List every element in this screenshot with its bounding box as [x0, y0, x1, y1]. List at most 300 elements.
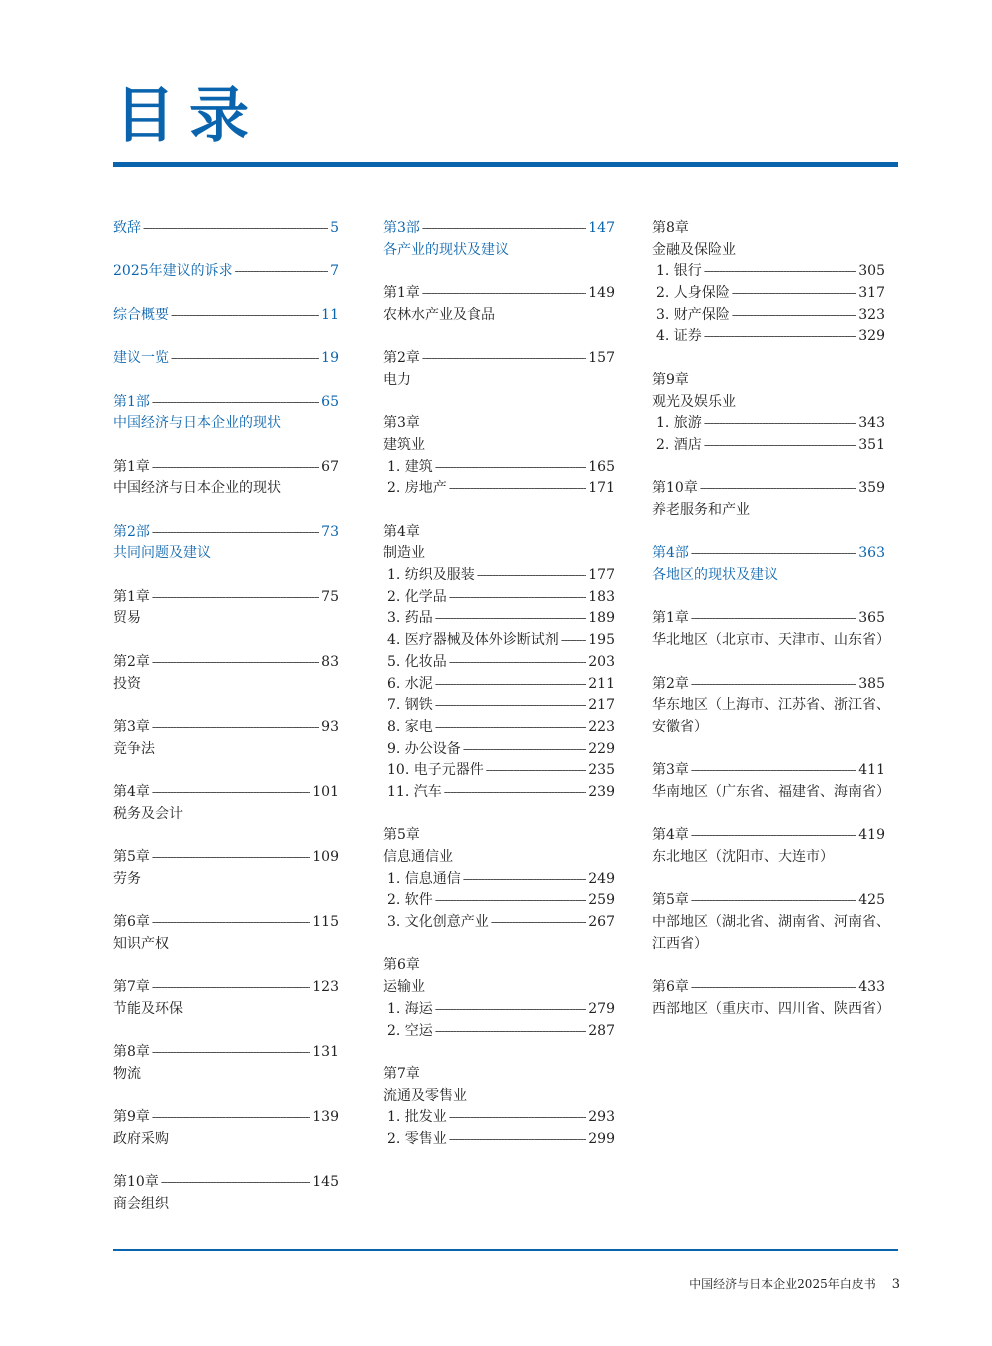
dot-leader [691, 543, 856, 565]
toc-heading-line [652, 674, 885, 696]
toc-page-number: 115 [312, 914, 339, 931]
toc-sub-label: 2. 软件 [387, 892, 433, 909]
toc-title: 政府采购 [113, 1131, 169, 1148]
toc-page-number: 211 [588, 675, 615, 692]
toc-sub-entry[interactable] [383, 869, 615, 891]
toc-heading-line [652, 825, 885, 847]
dot-leader [449, 1129, 586, 1151]
toc-heading-line [113, 782, 339, 804]
toc-page-number: 299 [588, 1131, 615, 1147]
toc-page-number: 239 [588, 783, 615, 800]
dot-leader [152, 522, 319, 544]
dot-leader [171, 305, 319, 327]
toc-entry[interactable] [652, 674, 890, 739]
dot-leader [435, 999, 586, 1021]
toc-heading: 第5章 [383, 827, 420, 844]
toc-entry[interactable] [113, 218, 339, 240]
toc-sub-label: 3. 药品 [387, 610, 433, 627]
toc-sub-label: 2. 零售业 [387, 1131, 447, 1147]
dot-leader [561, 630, 586, 652]
toc-heading-line [113, 912, 339, 934]
toc-page-number: 19 [321, 350, 339, 367]
dot-leader [152, 457, 319, 479]
toc-page-number: 317 [858, 285, 885, 302]
toc-heading-line [383, 1064, 615, 1086]
toc-heading-line [113, 717, 339, 739]
toc-page-number: 279 [588, 1000, 615, 1017]
dot-leader [422, 348, 586, 370]
toc-title: 税务及会计 [113, 805, 183, 822]
toc-title: 中国经济与日本企业的现状 [113, 415, 281, 432]
toc-heading: 第3部 [383, 220, 420, 236]
toc-page-number: 157 [588, 350, 615, 367]
dot-leader [691, 674, 856, 696]
toc-heading: 第4部 [652, 545, 689, 562]
toc-heading: 第3章 [113, 718, 150, 735]
toc-heading-line [383, 218, 615, 240]
toc-heading: 第6章 [113, 914, 150, 931]
footer-title: 中国经济与日本企业2025年白皮书 [689, 1277, 876, 1291]
dot-leader [152, 782, 310, 804]
toc-page-number: 109 [312, 849, 339, 866]
toc-heading-line [113, 392, 339, 414]
toc-entry[interactable] [113, 912, 339, 955]
dot-leader [704, 326, 856, 348]
toc-heading: 第4章 [113, 783, 150, 800]
toc-page-number: 267 [588, 914, 615, 931]
toc-sub-entry[interactable] [383, 999, 615, 1021]
toc-page-number: 149 [588, 285, 615, 302]
toc-sub-entry[interactable] [652, 326, 885, 348]
toc-title: 华北地区（北京市、天津市、山东省） [652, 632, 890, 649]
toc-page-number: 235 [588, 762, 615, 779]
toc-entry[interactable] [383, 955, 615, 1042]
toc-sub-entry[interactable] [652, 413, 885, 435]
dot-leader [704, 413, 856, 435]
toc-heading-line [113, 348, 339, 370]
toc-entry[interactable] [652, 890, 890, 955]
toc-page-number: 249 [588, 870, 615, 887]
dot-leader [691, 760, 856, 782]
toc-heading: 第2章 [652, 675, 689, 692]
toc-page-number: 145 [312, 1174, 339, 1191]
dot-leader [422, 218, 586, 240]
toc-page-number: 411 [858, 762, 885, 779]
toc-sub-entry[interactable] [383, 1107, 615, 1129]
toc-heading: 第8章 [113, 1044, 150, 1061]
toc-sub-entry[interactable] [383, 739, 615, 761]
toc-page-number: 223 [588, 718, 615, 735]
toc-title: 共同问题及建议 [113, 545, 211, 562]
dot-leader [152, 1042, 310, 1064]
toc-heading: 第1部 [113, 393, 150, 410]
toc-heading: 第10章 [113, 1174, 159, 1191]
toc-heading-line [113, 587, 339, 609]
toc-heading: 第1章 [113, 458, 150, 475]
toc-sub-label: 11. 汽车 [387, 783, 442, 800]
toc-sub-entry[interactable] [383, 652, 615, 674]
toc-sub-entry[interactable] [383, 478, 615, 500]
toc-title: 西部地区（重庆市、四川省、陕西省） [652, 1000, 890, 1017]
toc-heading: 第10章 [652, 480, 698, 497]
toc-page-number: 183 [588, 588, 615, 605]
page-title: 目录 [115, 81, 263, 151]
toc-entry[interactable] [652, 760, 890, 803]
toc-page-number: 203 [588, 653, 615, 670]
toc-title: 电力 [383, 371, 411, 388]
toc-sub-entry[interactable] [383, 587, 615, 609]
toc-entry[interactable] [113, 457, 339, 500]
toc-page-number: 189 [588, 610, 615, 627]
toc-page-number: 67 [321, 458, 339, 475]
toc-sub-label: 8. 家电 [387, 718, 433, 735]
dot-leader [152, 392, 319, 414]
dot-leader [435, 457, 586, 479]
toc-title: 投资 [113, 675, 141, 692]
toc-entry[interactable] [113, 587, 339, 630]
toc-entry[interactable] [113, 522, 339, 565]
toc-heading: 第4章 [652, 827, 689, 844]
toc-page-number: 287 [588, 1022, 615, 1039]
toc-sub-entry[interactable] [383, 630, 615, 652]
dot-leader [435, 717, 586, 739]
toc-heading-line [113, 218, 339, 240]
toc-entry[interactable] [113, 717, 339, 760]
toc-title: 建筑业 [383, 436, 425, 453]
toc-heading-line [113, 1042, 339, 1064]
toc-page-number: 425 [858, 892, 885, 909]
toc-title: 劳务 [113, 870, 141, 887]
toc-heading-line [652, 370, 885, 392]
toc-title: 养老服务和产业 [652, 501, 750, 518]
toc-entry[interactable] [652, 825, 885, 868]
toc-entry[interactable] [113, 348, 339, 370]
toc-column-3 [652, 218, 890, 1042]
toc-sub-entry[interactable] [383, 457, 615, 479]
toc-title: 农林水产业及食品 [383, 306, 495, 323]
toc-entry[interactable] [113, 847, 339, 890]
toc-sub-label: 3. 财产保险 [656, 306, 730, 323]
dot-leader [435, 1021, 586, 1043]
toc-heading: 第4章 [383, 523, 420, 540]
toc-heading: 第1章 [383, 285, 420, 302]
toc-heading: 第6章 [652, 979, 689, 996]
toc-sub-label: 1. 银行 [656, 263, 702, 280]
dot-leader [691, 825, 856, 847]
toc-heading: 第1章 [652, 610, 689, 627]
dot-leader [435, 608, 586, 630]
toc-entry[interactable] [113, 261, 339, 283]
footer [689, 1275, 900, 1292]
dot-leader [449, 587, 586, 609]
toc-page-number: 195 [588, 632, 615, 649]
toc-entry[interactable] [113, 782, 339, 825]
toc-sub-label: 2. 房地产 [387, 480, 447, 497]
toc-sub-entry[interactable] [383, 912, 615, 934]
toc-entry[interactable] [113, 977, 339, 1020]
toc-title: 中部地区（湖北省、湖南省、河南省、 [652, 914, 890, 931]
toc-sub-entry[interactable] [383, 1021, 615, 1043]
toc-heading-line [113, 847, 339, 869]
toc-heading: 第3章 [652, 762, 689, 779]
toc-page-number: 433 [858, 979, 885, 996]
toc-title: 观光及娱乐业 [652, 393, 736, 410]
dot-leader [477, 565, 586, 587]
toc-page-number: 131 [312, 1044, 339, 1061]
toc-page-number: 11 [321, 306, 339, 323]
toc-sub-label: 1. 批发业 [387, 1109, 447, 1126]
toc-sub-entry[interactable] [383, 695, 615, 717]
dot-leader [704, 261, 856, 283]
toc-sub-entry[interactable] [652, 283, 885, 305]
toc-sub-label: 1. 旅游 [656, 415, 702, 432]
toc-entry[interactable] [383, 413, 615, 500]
toc-heading: 综合概要 [113, 306, 169, 323]
toc-title: 贸易 [113, 610, 141, 627]
dot-leader [704, 435, 856, 457]
toc-heading: 第5章 [113, 849, 150, 866]
dot-leader [486, 760, 587, 782]
toc-heading-line [383, 522, 615, 544]
toc-heading-line [113, 261, 339, 283]
toc-sub-label: 1. 海运 [387, 1000, 433, 1017]
toc-heading-line [383, 413, 615, 435]
toc-heading: 第7章 [383, 1065, 420, 1082]
toc-sub-label: 1. 信息通信 [387, 870, 461, 887]
dot-leader [463, 739, 586, 761]
toc-sub-label: 5. 化妆品 [387, 653, 447, 670]
toc-title: 中国经济与日本企业的现状 [113, 480, 281, 497]
toc-heading-line [652, 478, 885, 500]
toc-entry[interactable] [113, 652, 339, 695]
toc-entry[interactable] [383, 348, 615, 391]
dot-leader [422, 283, 586, 305]
dot-leader [732, 305, 856, 327]
toc-page-number: 147 [588, 220, 615, 236]
toc-entry[interactable] [652, 370, 885, 457]
toc-page-number: 305 [858, 263, 885, 280]
toc-page-number: 217 [588, 697, 615, 714]
toc-entry[interactable] [652, 218, 885, 348]
toc-heading: 第2章 [383, 350, 420, 367]
toc-heading: 2025年建议的诉求 [113, 263, 233, 280]
dot-leader [161, 1172, 310, 1194]
toc-sub-label: 9. 办公设备 [387, 740, 461, 757]
toc-page-number: 5 [330, 220, 339, 236]
dot-leader [444, 782, 587, 804]
toc-sub-label: 1. 纺织及服装 [387, 567, 475, 584]
toc-heading-line [383, 955, 615, 977]
dot-leader [143, 218, 328, 240]
toc-title: 竞争法 [113, 740, 155, 757]
page-number: 3 [891, 1277, 900, 1292]
toc-title: 安徽省） [652, 718, 708, 735]
toc-heading: 第2章 [113, 653, 150, 670]
toc-title: 华南地区（广东省、福建省、海南省） [652, 783, 890, 800]
title-rule [113, 162, 898, 167]
toc-column-1 [113, 218, 339, 1238]
dot-leader [152, 847, 310, 869]
toc-page-number: 123 [312, 979, 339, 996]
footer-rule [113, 1249, 898, 1251]
toc-sub-label: 6. 水泥 [387, 675, 433, 692]
toc-title: 各产业的现状及建议 [383, 241, 509, 258]
toc-page-number: 385 [858, 675, 885, 692]
toc-heading: 建议一览 [113, 350, 169, 367]
toc-heading: 第9章 [113, 1109, 150, 1126]
toc-sub-label: 4. 医疗器械及体外诊断试剂 [387, 632, 559, 649]
toc-page-number: 293 [588, 1109, 615, 1126]
toc-page-number: 177 [588, 567, 615, 584]
dot-leader [691, 977, 856, 999]
toc-heading-line [652, 608, 885, 630]
toc-page-number: 73 [321, 523, 339, 540]
toc-sub-entry[interactable] [652, 261, 885, 283]
toc-title: 各地区的现状及建议 [652, 567, 778, 584]
toc-page-number: 363 [858, 545, 885, 562]
toc-sub-label: 2. 化学品 [387, 588, 447, 605]
toc-heading-line [113, 305, 339, 327]
toc-heading-line [383, 283, 615, 305]
toc-heading-line [652, 218, 885, 240]
toc-heading: 第3章 [383, 415, 420, 432]
toc-sub-label: 1. 建筑 [387, 458, 433, 475]
toc-heading-line [113, 977, 339, 999]
toc-page-number: 75 [321, 588, 339, 605]
dot-leader [435, 674, 586, 696]
dot-leader [171, 348, 319, 370]
toc-page-number: 101 [312, 783, 339, 800]
toc-heading: 第9章 [652, 371, 689, 388]
toc-sub-label: 2. 酒店 [656, 436, 702, 453]
toc-sub-entry[interactable] [383, 608, 615, 630]
toc-page-number: 323 [858, 306, 885, 323]
dot-leader [449, 478, 586, 500]
toc-title: 知识产权 [113, 935, 169, 952]
toc-sub-entry[interactable] [652, 305, 885, 327]
toc-entry[interactable] [113, 1107, 339, 1150]
dot-leader [463, 869, 586, 891]
toc-page-number: 351 [858, 436, 885, 453]
toc-sub-entry[interactable] [383, 674, 615, 696]
toc-heading-line [113, 457, 339, 479]
toc-title: 江西省） [652, 935, 708, 952]
toc-sub-entry[interactable] [383, 760, 615, 782]
dot-leader [152, 1107, 310, 1129]
toc-title: 节能及环保 [113, 1000, 183, 1017]
toc-entry[interactable] [383, 1064, 615, 1151]
dot-leader [435, 695, 586, 717]
dot-leader [152, 977, 310, 999]
toc-entry[interactable] [383, 218, 615, 261]
toc-title: 金融及保险业 [652, 241, 736, 258]
toc-page-number: 83 [321, 653, 339, 670]
toc-entry[interactable] [113, 392, 339, 435]
toc-heading-line [652, 977, 885, 999]
toc-heading: 第7章 [113, 979, 150, 996]
toc-heading: 第6章 [383, 957, 420, 974]
toc-sub-entry[interactable] [383, 1129, 615, 1151]
toc-page-number: 259 [588, 892, 615, 909]
dot-leader [152, 717, 319, 739]
toc-title: 信息通信业 [383, 849, 453, 866]
dot-leader [700, 478, 856, 500]
toc-entry[interactable] [113, 1042, 339, 1085]
toc-column-2 [383, 218, 615, 1172]
toc-sub-entry[interactable] [383, 890, 615, 912]
toc-page-number: 139 [312, 1109, 339, 1126]
toc-title: 商会组织 [113, 1196, 169, 1213]
toc-sub-label: 10. 电子元器件 [387, 762, 484, 779]
toc-heading-line [113, 652, 339, 674]
toc-sub-label: 2. 空运 [387, 1022, 433, 1039]
toc-sub-entry[interactable] [383, 565, 615, 587]
toc-sub-label: 3. 文化创意产业 [387, 914, 489, 931]
dot-leader [235, 261, 328, 283]
toc-heading-line [113, 522, 339, 544]
toc-page-number: 329 [858, 328, 885, 345]
toc-entry[interactable] [113, 1172, 339, 1215]
dot-leader [152, 587, 319, 609]
toc-title: 制造业 [383, 545, 425, 562]
toc-sub-label: 7. 钢铁 [387, 697, 433, 714]
toc-entry[interactable] [652, 608, 890, 651]
toc-entry[interactable] [383, 825, 615, 933]
toc-title: 运输业 [383, 979, 425, 996]
toc-title: 东北地区（沈阳市、大连市） [652, 849, 834, 866]
toc-heading: 第8章 [652, 220, 689, 236]
toc-heading-line [652, 890, 885, 912]
dot-leader [152, 652, 319, 674]
toc-heading-line [652, 543, 885, 565]
toc-title: 华东地区（上海市、江苏省、浙江省、 [652, 697, 890, 714]
dot-leader [152, 912, 310, 934]
toc-heading-line [383, 825, 615, 847]
toc-entry[interactable] [383, 522, 615, 804]
toc-page-number: 65 [321, 393, 339, 410]
toc-heading: 致辞 [113, 220, 141, 236]
dot-leader [435, 890, 586, 912]
toc-entry[interactable] [652, 543, 885, 586]
toc-page-number: 229 [588, 740, 615, 757]
dot-leader [691, 608, 856, 630]
toc-sub-entry[interactable] [383, 717, 615, 739]
toc-page-number: 7 [330, 263, 339, 280]
toc-page-number: 93 [321, 718, 339, 735]
toc-sub-entry[interactable] [383, 782, 615, 804]
toc-page-number: 343 [858, 415, 885, 432]
toc-entry[interactable] [113, 305, 339, 327]
toc-title: 流通及零售业 [383, 1087, 467, 1104]
toc-entry[interactable] [652, 977, 890, 1020]
toc-page-number: 419 [858, 827, 885, 844]
toc-heading: 第2部 [113, 523, 150, 540]
dot-leader [491, 912, 586, 934]
toc-entry[interactable] [383, 283, 615, 326]
toc-page-number: 171 [588, 480, 615, 497]
toc-entry[interactable] [652, 478, 885, 521]
toc-title: 物流 [113, 1065, 141, 1082]
toc-heading-line [383, 348, 615, 370]
toc-sub-entry[interactable] [652, 435, 885, 457]
toc-page-number: 359 [858, 480, 885, 497]
toc-heading-line [113, 1172, 339, 1194]
toc-page-number: 365 [858, 610, 885, 627]
toc-heading: 第5章 [652, 892, 689, 909]
dot-leader [449, 652, 586, 674]
dot-leader [691, 890, 856, 912]
toc-heading: 第1章 [113, 588, 150, 605]
